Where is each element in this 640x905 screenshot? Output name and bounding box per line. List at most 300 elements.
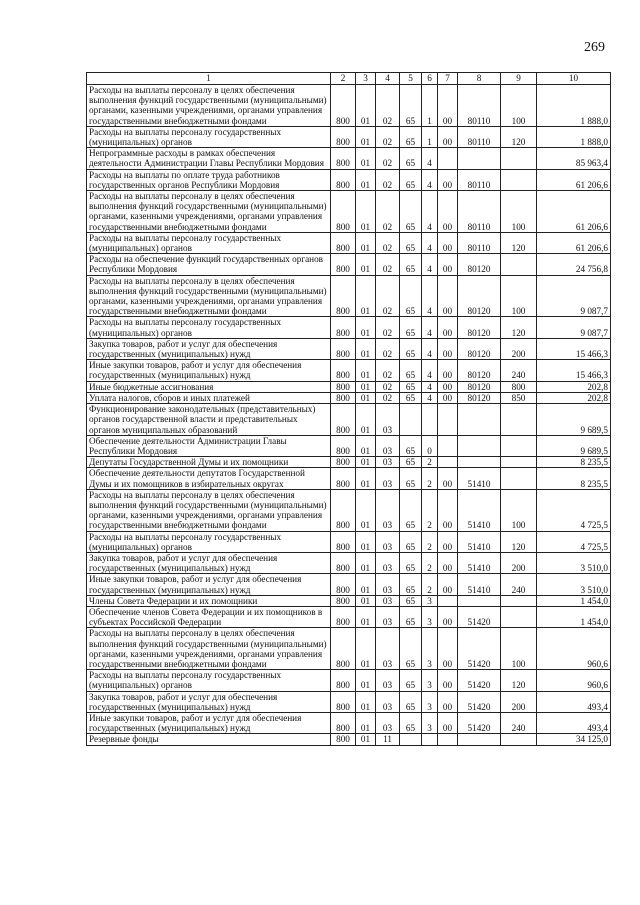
table-row: [87, 169, 611, 190]
column-header-7: 7: [438, 73, 458, 85]
column-header-8: 8: [458, 73, 501, 85]
table-row: [87, 360, 611, 381]
subsection-code: 03: [376, 712, 400, 733]
subprogram-code: 4: [422, 254, 438, 275]
target-article-code: 80120: [458, 275, 501, 317]
section-code: 01: [356, 531, 376, 552]
program-code: 65: [400, 574, 422, 595]
section-code: 01: [356, 435, 376, 456]
table-row: [87, 317, 611, 338]
subsection-code: 03: [376, 670, 400, 691]
row-description: Расходы на обеспечение функций государственных органов Республики Мордовия: [87, 254, 331, 275]
subprogram-code: 3: [422, 595, 438, 606]
column-header-6: 6: [422, 73, 438, 85]
row-description: Депутаты Государственной Думы и их помощники: [87, 457, 331, 468]
admin-code: 800: [331, 85, 356, 127]
table-row: [87, 531, 611, 552]
row-description: Иные закупки товаров, работ и услуг для обеспечения государственных (муниципальных) нужд: [87, 574, 331, 595]
table-row: [87, 191, 611, 233]
admin-code: 800: [331, 435, 356, 456]
amount: 4 725,5: [537, 489, 611, 531]
column-header-3: 3: [356, 73, 376, 85]
target-article-code: 80120: [458, 360, 501, 381]
target-article-code: 51410: [458, 489, 501, 531]
budget-table: [86, 72, 611, 746]
admin-code: 800: [331, 468, 356, 489]
row-description: Обеспечение деятельности Администрации Главы Республики Мордовия: [87, 435, 331, 456]
direction-code: [438, 148, 458, 169]
amount: 8 235,5: [537, 468, 611, 489]
program-code: 65: [400, 595, 422, 606]
expense-type-code: 100: [501, 628, 537, 670]
row-description: Закупка товаров, работ и услуг для обеспечения государственных (муниципальных) нужд: [87, 552, 331, 573]
section-code: 01: [356, 712, 376, 733]
table-row: [87, 148, 611, 169]
amount: 4 725,5: [537, 531, 611, 552]
amount: 61 206,6: [537, 169, 611, 190]
expense-type-code: 120: [501, 232, 537, 253]
subprogram-code: 3: [422, 712, 438, 733]
program-code: 65: [400, 691, 422, 712]
section-code: 01: [356, 691, 376, 712]
section-code: 01: [356, 169, 376, 190]
direction-code: [438, 435, 458, 456]
direction-code: 00: [438, 468, 458, 489]
section-code: 01: [356, 317, 376, 338]
program-code: 65: [400, 531, 422, 552]
target-article-code: 80120: [458, 381, 501, 392]
section-code: 01: [356, 552, 376, 573]
row-description: Закупка товаров, работ и услуг для обеспечения государственных (муниципальных) нужд: [87, 338, 331, 359]
row-description: Расходы на выплаты персоналу в целях обеспечения выполнения функций государственными (муниципальными) органами, казенными учреждениями, органами управления государственными внебюджетными фондами: [87, 628, 331, 670]
program-code: 65: [400, 457, 422, 468]
program-code: [400, 734, 422, 745]
admin-code: 800: [331, 574, 356, 595]
amount: 3 510,0: [537, 552, 611, 573]
admin-code: 800: [331, 338, 356, 359]
subsection-code: 02: [376, 381, 400, 392]
subsection-code: 03: [376, 606, 400, 627]
target-article-code: [458, 435, 501, 456]
admin-code: 800: [331, 191, 356, 233]
direction-code: [438, 457, 458, 468]
subprogram-code: 3: [422, 670, 438, 691]
section-code: 01: [356, 232, 376, 253]
target-article-code: 51420: [458, 606, 501, 627]
target-article-code: 80110: [458, 169, 501, 190]
subsection-code: 03: [376, 691, 400, 712]
expense-type-code: [501, 404, 537, 436]
target-article-code: 80120: [458, 317, 501, 338]
expense-type-code: 200: [501, 552, 537, 573]
target-article-code: 51420: [458, 628, 501, 670]
program-code: 65: [400, 712, 422, 733]
admin-code: 800: [331, 712, 356, 733]
table-row: [87, 574, 611, 595]
target-article-code: 51410: [458, 574, 501, 595]
section-code: 01: [356, 191, 376, 233]
program-code: 65: [400, 392, 422, 403]
amount: 493,4: [537, 712, 611, 733]
amount: 9 689,5: [537, 404, 611, 436]
target-article-code: 80110: [458, 232, 501, 253]
admin-code: 800: [331, 531, 356, 552]
program-code: 65: [400, 435, 422, 456]
amount: 15 466,3: [537, 338, 611, 359]
target-article-code: 80120: [458, 254, 501, 275]
subprogram-code: 1: [422, 126, 438, 147]
subprogram-code: 0: [422, 435, 438, 456]
target-article-code: 51420: [458, 670, 501, 691]
header-row: [87, 73, 611, 85]
program-code: 65: [400, 232, 422, 253]
program-code: 65: [400, 317, 422, 338]
amount: 1 454,0: [537, 595, 611, 606]
subsection-code: 03: [376, 435, 400, 456]
admin-code: 800: [331, 232, 356, 253]
expense-type-code: 100: [501, 85, 537, 127]
section-code: 01: [356, 628, 376, 670]
section-code: 01: [356, 595, 376, 606]
expense-type-code: [501, 734, 537, 745]
subsection-code: 03: [376, 628, 400, 670]
row-description: Уплата налогов, сборов и иных платежей: [87, 392, 331, 403]
direction-code: 00: [438, 392, 458, 403]
amount: 9 689,5: [537, 435, 611, 456]
expense-type-code: 120: [501, 531, 537, 552]
amount: 493,4: [537, 691, 611, 712]
direction-code: [438, 404, 458, 436]
direction-code: 00: [438, 381, 458, 392]
row-description: Расходы на выплаты персоналу государственных (муниципальных) органов: [87, 126, 331, 147]
subsection-code: 03: [376, 457, 400, 468]
amount: 85 963,4: [537, 148, 611, 169]
subsection-code: 03: [376, 552, 400, 573]
subsection-code: 02: [376, 126, 400, 147]
program-code: 65: [400, 628, 422, 670]
program-code: 65: [400, 670, 422, 691]
direction-code: 00: [438, 489, 458, 531]
subprogram-code: 4: [422, 317, 438, 338]
section-code: 01: [356, 381, 376, 392]
admin-code: 800: [331, 691, 356, 712]
direction-code: 00: [438, 552, 458, 573]
column-header-5: 5: [400, 73, 422, 85]
direction-code: 00: [438, 232, 458, 253]
target-article-code: 51410: [458, 531, 501, 552]
program-code: 65: [400, 468, 422, 489]
subprogram-code: 4: [422, 191, 438, 233]
row-description: Расходы на выплаты персоналу государственных (муниципальных) органов: [87, 670, 331, 691]
table-row: [87, 126, 611, 147]
expense-type-code: [501, 606, 537, 627]
row-description: Обеспечение членов Совета Федерации и их помощников в субъектах Российской Федерации: [87, 606, 331, 627]
table-body: [87, 85, 611, 746]
program-code: 65: [400, 606, 422, 627]
subsection-code: 02: [376, 275, 400, 317]
subprogram-code: 1: [422, 85, 438, 127]
amount: 1 454,0: [537, 606, 611, 627]
subprogram-code: 4: [422, 338, 438, 359]
expense-type-code: [501, 148, 537, 169]
direction-code: 00: [438, 670, 458, 691]
target-article-code: [458, 734, 501, 745]
row-description: Члены Совета Федерации и их помощники: [87, 595, 331, 606]
expense-type-code: 100: [501, 275, 537, 317]
direction-code: 00: [438, 317, 458, 338]
section-code: 01: [356, 392, 376, 403]
program-code: 65: [400, 552, 422, 573]
table-row: [87, 734, 611, 745]
subprogram-code: 4: [422, 275, 438, 317]
row-description: Функционирование законодательных (представительных) органов государственной власти и представительных органов муниципальных образований: [87, 404, 331, 436]
admin-code: 800: [331, 734, 356, 745]
target-article-code: [458, 457, 501, 468]
expense-type-code: 200: [501, 691, 537, 712]
row-description: Расходы на выплаты персоналу государственных (муниципальных) органов: [87, 317, 331, 338]
amount: 202,8: [537, 392, 611, 403]
expense-type-code: 100: [501, 191, 537, 233]
direction-code: 00: [438, 338, 458, 359]
admin-code: 800: [331, 254, 356, 275]
subsection-code: 02: [376, 232, 400, 253]
subsection-code: 02: [376, 148, 400, 169]
direction-code: 00: [438, 531, 458, 552]
section-code: 01: [356, 404, 376, 436]
admin-code: 800: [331, 670, 356, 691]
program-code: 65: [400, 381, 422, 392]
row-description: Резервные фонды: [87, 734, 331, 745]
section-code: 01: [356, 338, 376, 359]
admin-code: 800: [331, 360, 356, 381]
subsection-code: 03: [376, 489, 400, 531]
section-code: 01: [356, 275, 376, 317]
row-description: Иные закупки товаров, работ и услуг для обеспечения государственных (муниципальных) нужд: [87, 712, 331, 733]
direction-code: [438, 595, 458, 606]
amount: 24 756,8: [537, 254, 611, 275]
expense-type-code: [501, 169, 537, 190]
section-code: 01: [356, 360, 376, 381]
admin-code: 800: [331, 392, 356, 403]
amount: 8 235,5: [537, 457, 611, 468]
amount: 15 466,3: [537, 360, 611, 381]
expense-type-code: 850: [501, 392, 537, 403]
direction-code: 00: [438, 712, 458, 733]
section-code: 01: [356, 254, 376, 275]
table-row: [87, 691, 611, 712]
subsection-code: 02: [376, 169, 400, 190]
direction-code: 00: [438, 606, 458, 627]
expense-type-code: 100: [501, 489, 537, 531]
subsection-code: 03: [376, 404, 400, 436]
target-article-code: [458, 404, 501, 436]
admin-code: 800: [331, 489, 356, 531]
subprogram-code: 4: [422, 360, 438, 381]
row-description: Иные бюджетные ассигнования: [87, 381, 331, 392]
amount: 960,6: [537, 670, 611, 691]
subsection-code: 11: [376, 734, 400, 745]
expense-type-code: [501, 457, 537, 468]
expense-type-code: [501, 595, 537, 606]
row-description: Закупка товаров, работ и услуг для обеспечения государственных (муниципальных) нужд: [87, 691, 331, 712]
amount: 1 888,0: [537, 85, 611, 127]
admin-code: 800: [331, 404, 356, 436]
subprogram-code: 3: [422, 691, 438, 712]
table-row: [87, 670, 611, 691]
row-description: Расходы на выплаты персоналу в целях обеспечения выполнения функций государственными (муниципальными) органами, казенными учреждениями, органами управления государственными внебюджетными фондами: [87, 489, 331, 531]
subsection-code: 03: [376, 531, 400, 552]
admin-code: 800: [331, 126, 356, 147]
subsection-code: 02: [376, 360, 400, 381]
table-row: [87, 606, 611, 627]
target-article-code: 80120: [458, 338, 501, 359]
table-row: [87, 435, 611, 456]
subprogram-code: 2: [422, 574, 438, 595]
row-description: Расходы на выплаты персоналу в целях обеспечения выполнения функций государственными (муниципальными) органами, казенными учреждениями, органами управления государственными внебюджетными фондами: [87, 85, 331, 127]
subprogram-code: 4: [422, 392, 438, 403]
expense-type-code: 120: [501, 670, 537, 691]
column-header-9: 9: [501, 73, 537, 85]
program-code: 65: [400, 148, 422, 169]
target-article-code: 51420: [458, 712, 501, 733]
table-row: [87, 338, 611, 359]
table-row: [87, 595, 611, 606]
table-row: [87, 457, 611, 468]
section-code: 01: [356, 606, 376, 627]
expense-type-code: 240: [501, 712, 537, 733]
expense-type-code: 800: [501, 381, 537, 392]
section-code: 01: [356, 468, 376, 489]
column-header-1: 1: [87, 73, 331, 85]
column-header-2: 2: [331, 73, 356, 85]
table-row: [87, 232, 611, 253]
target-article-code: 51420: [458, 691, 501, 712]
admin-code: 800: [331, 381, 356, 392]
table-row: [87, 712, 611, 733]
row-description: Расходы на выплаты персоналу в целях обеспечения выполнения функций государственными (муниципальными) органами, казенными учреждениями, органами управления государственными внебюджетными фондами: [87, 275, 331, 317]
admin-code: 800: [331, 552, 356, 573]
table-row: [87, 254, 611, 275]
admin-code: 800: [331, 595, 356, 606]
row-description: Расходы на выплаты персоналу в целях обеспечения выполнения функций государственными (муниципальными) органами, казенными учреждениями, органами управления государственными внебюджетными фондами: [87, 191, 331, 233]
target-article-code: 80110: [458, 191, 501, 233]
subprogram-code: 4: [422, 148, 438, 169]
subsection-code: 02: [376, 338, 400, 359]
section-code: 01: [356, 126, 376, 147]
section-code: 01: [356, 148, 376, 169]
direction-code: [438, 734, 458, 745]
expense-type-code: [501, 254, 537, 275]
row-description: Расходы на выплаты по оплате труда работников государственных органов Республики Мордовия: [87, 169, 331, 190]
row-description: Иные закупки товаров, работ и услуг для обеспечения государственных (муниципальных) нужд: [87, 360, 331, 381]
table-row: [87, 392, 611, 403]
target-article-code: 80110: [458, 85, 501, 127]
subprogram-code: [422, 734, 438, 745]
subsection-code: 02: [376, 392, 400, 403]
direction-code: 00: [438, 85, 458, 127]
table-row: [87, 85, 611, 127]
subsection-code: 02: [376, 317, 400, 338]
program-code: 65: [400, 338, 422, 359]
expense-type-code: 240: [501, 360, 537, 381]
direction-code: 00: [438, 628, 458, 670]
subsection-code: 02: [376, 254, 400, 275]
direction-code: 00: [438, 126, 458, 147]
program-code: 65: [400, 254, 422, 275]
section-code: 01: [356, 574, 376, 595]
expense-type-code: 240: [501, 574, 537, 595]
table-row: [87, 628, 611, 670]
table-row: [87, 404, 611, 436]
amount: 202,8: [537, 381, 611, 392]
subprogram-code: 2: [422, 531, 438, 552]
amount: 61 206,6: [537, 191, 611, 233]
target-article-code: [458, 148, 501, 169]
target-article-code: 51410: [458, 552, 501, 573]
row-description: Обеспечение деятельности депутатов Государственной Думы и их помощников в избирательных округах: [87, 468, 331, 489]
subprogram-code: 3: [422, 606, 438, 627]
direction-code: 00: [438, 169, 458, 190]
table-row: [87, 489, 611, 531]
program-code: 65: [400, 489, 422, 531]
subprogram-code: 2: [422, 468, 438, 489]
table-row: [87, 468, 611, 489]
subprogram-code: 4: [422, 232, 438, 253]
direction-code: 00: [438, 360, 458, 381]
program-code: 65: [400, 275, 422, 317]
program-code: 65: [400, 126, 422, 147]
direction-code: 00: [438, 275, 458, 317]
subprogram-code: 2: [422, 457, 438, 468]
admin-code: 800: [331, 606, 356, 627]
expense-type-code: [501, 468, 537, 489]
expense-type-code: 200: [501, 338, 537, 359]
subprogram-code: 2: [422, 552, 438, 573]
admin-code: 800: [331, 275, 356, 317]
subprogram-code: 3: [422, 628, 438, 670]
admin-code: 800: [331, 148, 356, 169]
page-number: 269: [584, 40, 605, 55]
amount: 9 087,7: [537, 317, 611, 338]
section-code: 01: [356, 457, 376, 468]
program-code: [400, 404, 422, 436]
subprogram-code: 2: [422, 489, 438, 531]
table-row: [87, 381, 611, 392]
subprogram-code: 4: [422, 169, 438, 190]
program-code: 65: [400, 169, 422, 190]
amount: 960,6: [537, 628, 611, 670]
subprogram-code: [422, 404, 438, 436]
amount: 34 125,0: [537, 734, 611, 745]
direction-code: 00: [438, 254, 458, 275]
section-code: 01: [356, 489, 376, 531]
section-code: 01: [356, 734, 376, 745]
expense-type-code: [501, 435, 537, 456]
direction-code: 00: [438, 191, 458, 233]
amount: 9 087,7: [537, 275, 611, 317]
table-row: [87, 275, 611, 317]
admin-code: 800: [331, 317, 356, 338]
row-description: Расходы на выплаты персоналу государственных (муниципальных) органов: [87, 232, 331, 253]
subsection-code: 03: [376, 574, 400, 595]
subsection-code: 03: [376, 595, 400, 606]
target-article-code: 51410: [458, 468, 501, 489]
expense-type-code: 120: [501, 317, 537, 338]
column-header-4: 4: [376, 73, 400, 85]
admin-code: 800: [331, 628, 356, 670]
section-code: 01: [356, 670, 376, 691]
program-code: 65: [400, 360, 422, 381]
